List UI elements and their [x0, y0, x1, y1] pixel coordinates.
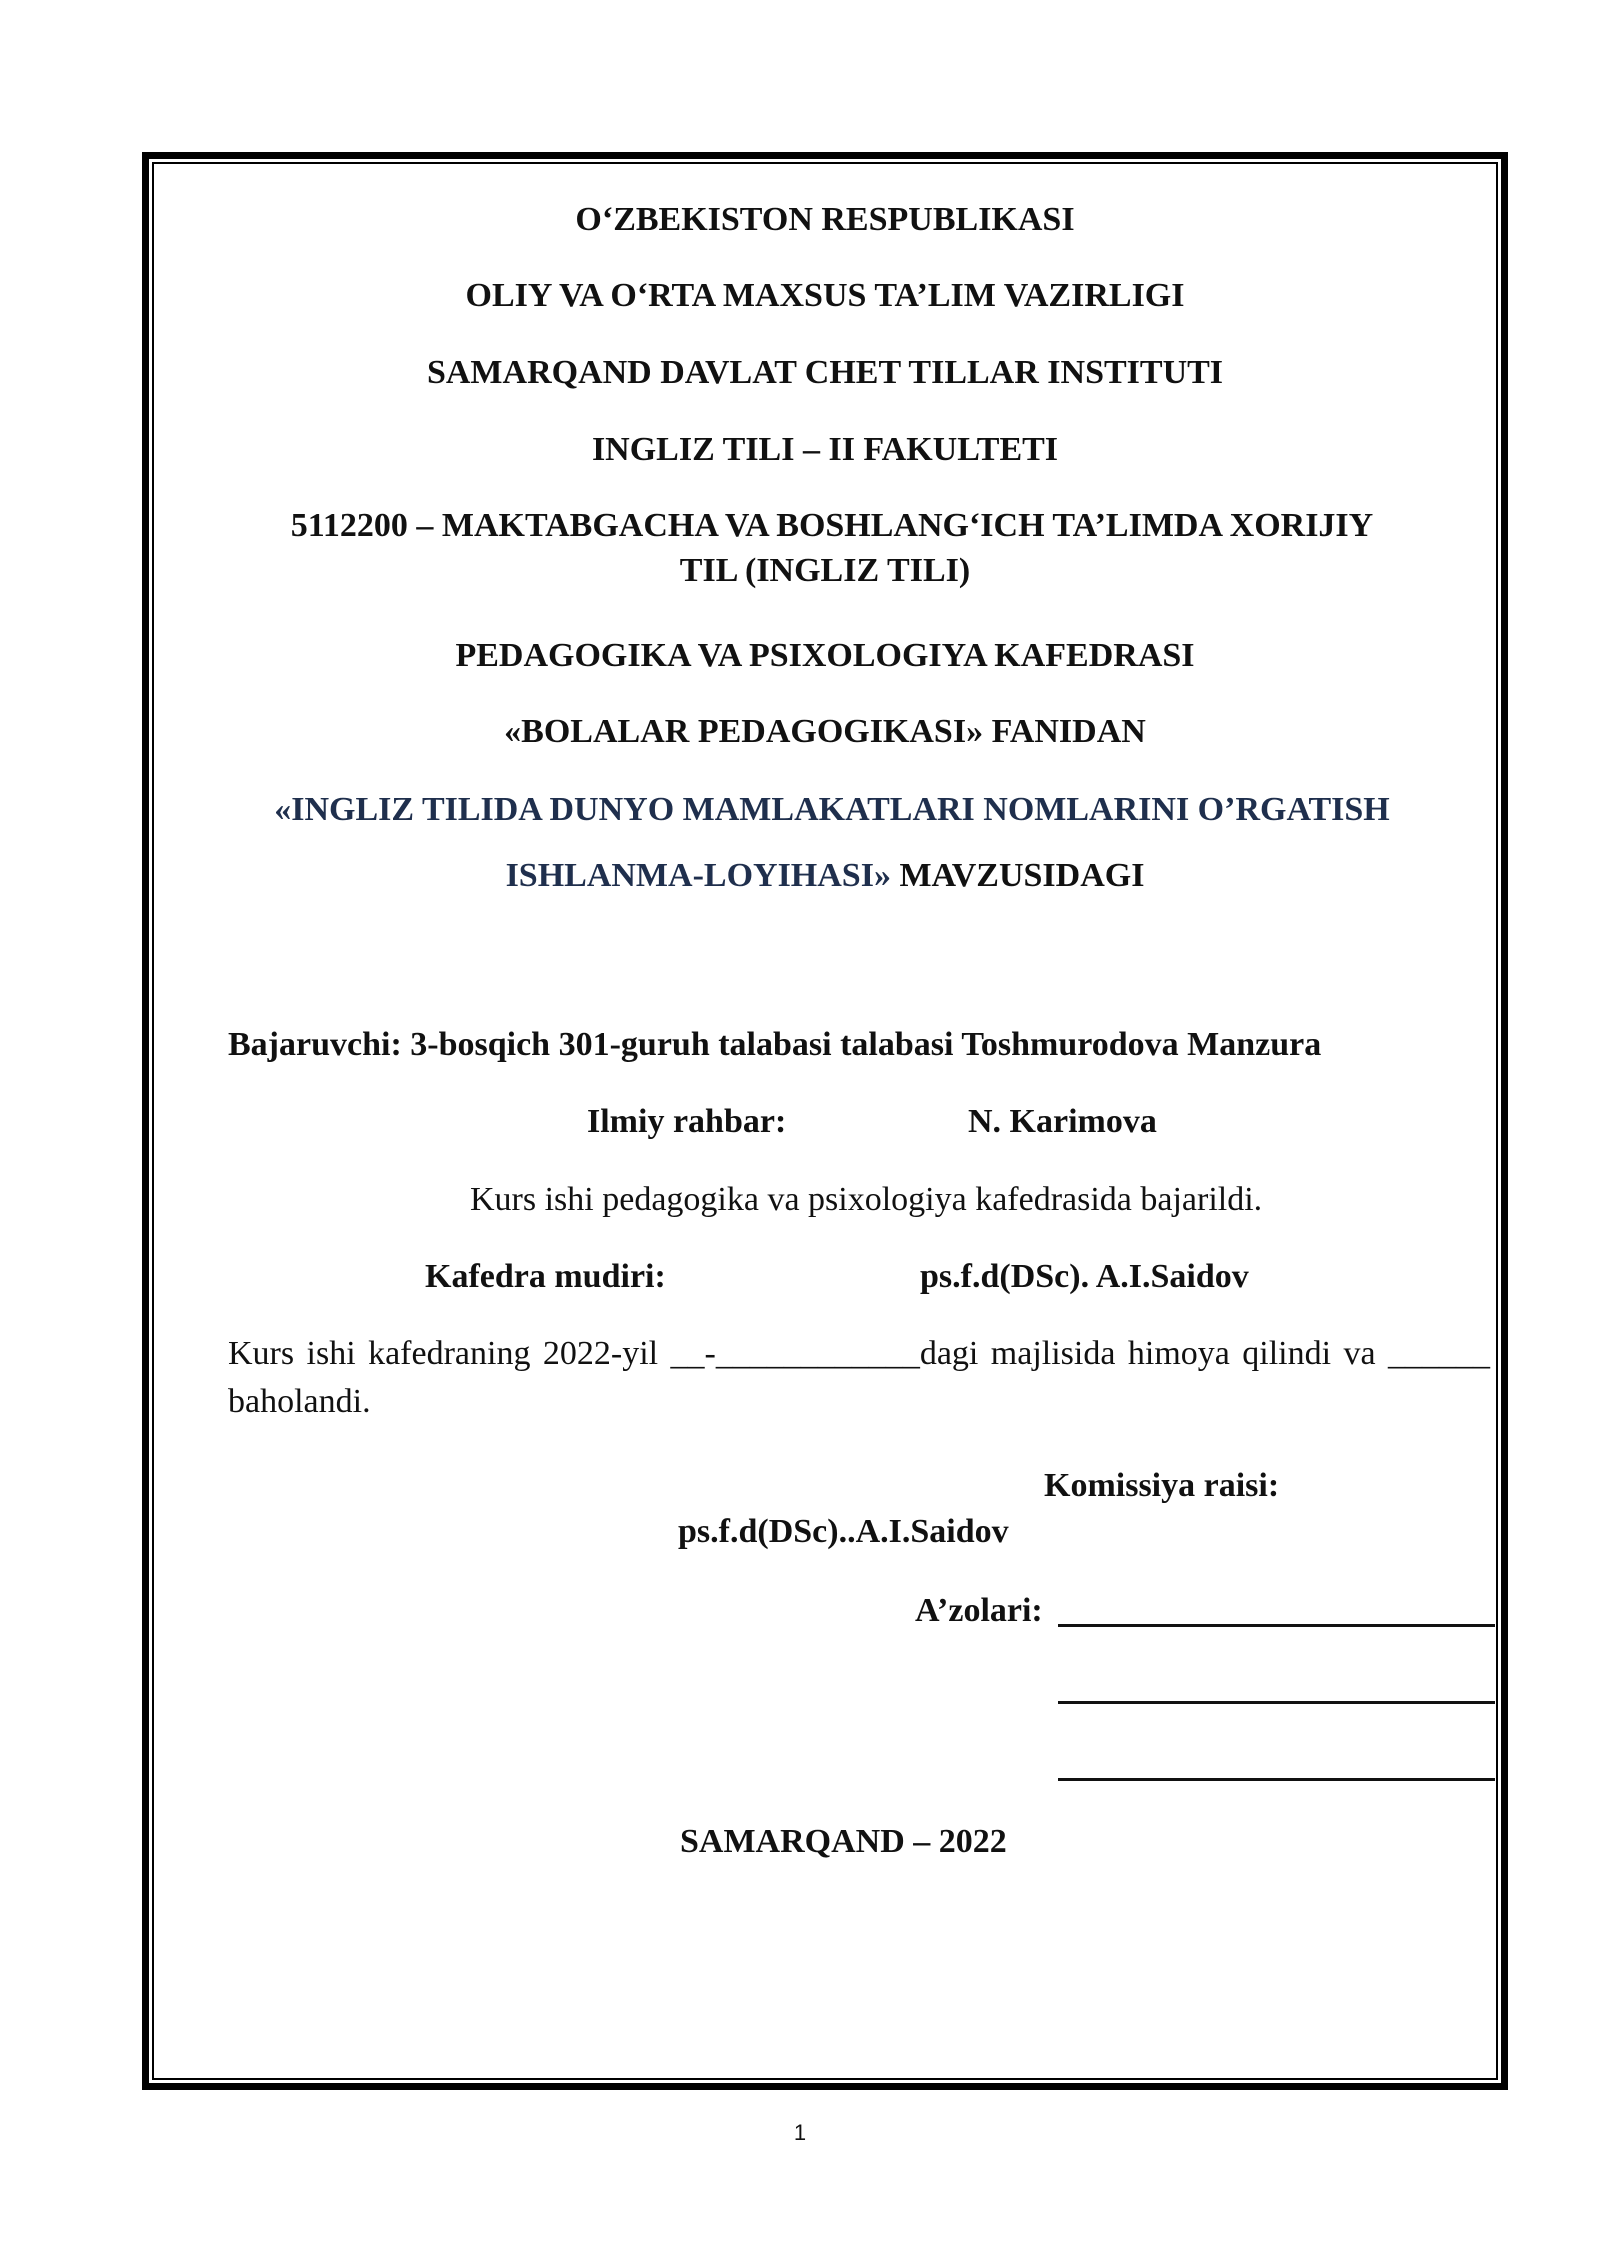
- city-year: SAMARQAND – 2022: [680, 1823, 1007, 1860]
- header-country: O‘ZBEKISTON RESPUBLIKASI: [575, 201, 1075, 238]
- defense-paragraph: [228, 1330, 1490, 1426]
- defense-month-blank: ____________: [715, 1335, 920, 1372]
- defense-text-2: dagi majlisida himoya qilindi va: [919, 1335, 1389, 1372]
- completed-note: Kurs ishi pedagogika va psixologiya kafedrasida bajarildi.: [470, 1181, 1263, 1218]
- header-ministry: OLIY VA O‘RTA MAXSUS TA’LIM VAZIRLIGI: [465, 277, 1185, 314]
- topic-title-suffix: MAVZUSIDAGI: [890, 857, 1145, 894]
- supervisor-name: N. Karimova: [968, 1103, 1157, 1140]
- header-specialty-line2: TIL (INGLIZ TILI): [679, 552, 971, 589]
- performer-line: Bajaruvchi: 3-bosqich 301-guruh talabasi talabasi Toshmurodova Manzura: [228, 1026, 1322, 1063]
- commission-label: Komissiya raisi:: [1044, 1467, 1280, 1504]
- header-subject: «BOLALAR PEDAGOGIKASI» FANIDAN: [504, 713, 1146, 750]
- defense-dash: -: [704, 1335, 716, 1372]
- topic-title-project: ISHLANMA-LOYIHASI»: [505, 857, 891, 894]
- header-faculty: INGLIZ TILI – II FAKULTETI: [591, 431, 1059, 468]
- topic-title-line2: [152, 856, 1498, 896]
- page-number: 1: [793, 2120, 807, 2145]
- defense-text-3: baholandi.: [228, 1383, 371, 1420]
- header-institute: SAMARQAND DAVLAT CHET TILLAR INSTITUTI: [426, 354, 1224, 391]
- commission-name: ps.f.d(DSc)..A.I.Saidov: [678, 1513, 1009, 1550]
- header-department: PEDAGOGIKA VA PSIXOLOGIYA KAFEDRASI: [455, 637, 1195, 674]
- defense-grade-blank: ______: [1388, 1335, 1491, 1372]
- member-signature-line-3: [1058, 1778, 1495, 1781]
- members-label: A’zolari:: [915, 1592, 1043, 1629]
- member-signature-line-2: [1058, 1701, 1495, 1704]
- header-specialty-line1: 5112200 – MAKTABGACHA VA BOSHLANG‘ICH TA’LIMDA XORIJIY: [290, 507, 1374, 544]
- defense-day-blank: __: [670, 1335, 705, 1372]
- head-name: ps.f.d(DSc). A.I.Saidov: [920, 1258, 1249, 1295]
- supervisor-label: Ilmiy rahbar:: [587, 1103, 787, 1140]
- defense-text-1: Kurs ishi kafedraning 2022-yil: [228, 1335, 671, 1372]
- member-signature-line-1: [1058, 1624, 1495, 1627]
- topic-title-line1: «INGLIZ TILIDA DUNYO MAMLAKATLARI NOMLARINI O’RGATISH: [274, 791, 1390, 828]
- head-label: Kafedra mudiri:: [425, 1258, 666, 1295]
